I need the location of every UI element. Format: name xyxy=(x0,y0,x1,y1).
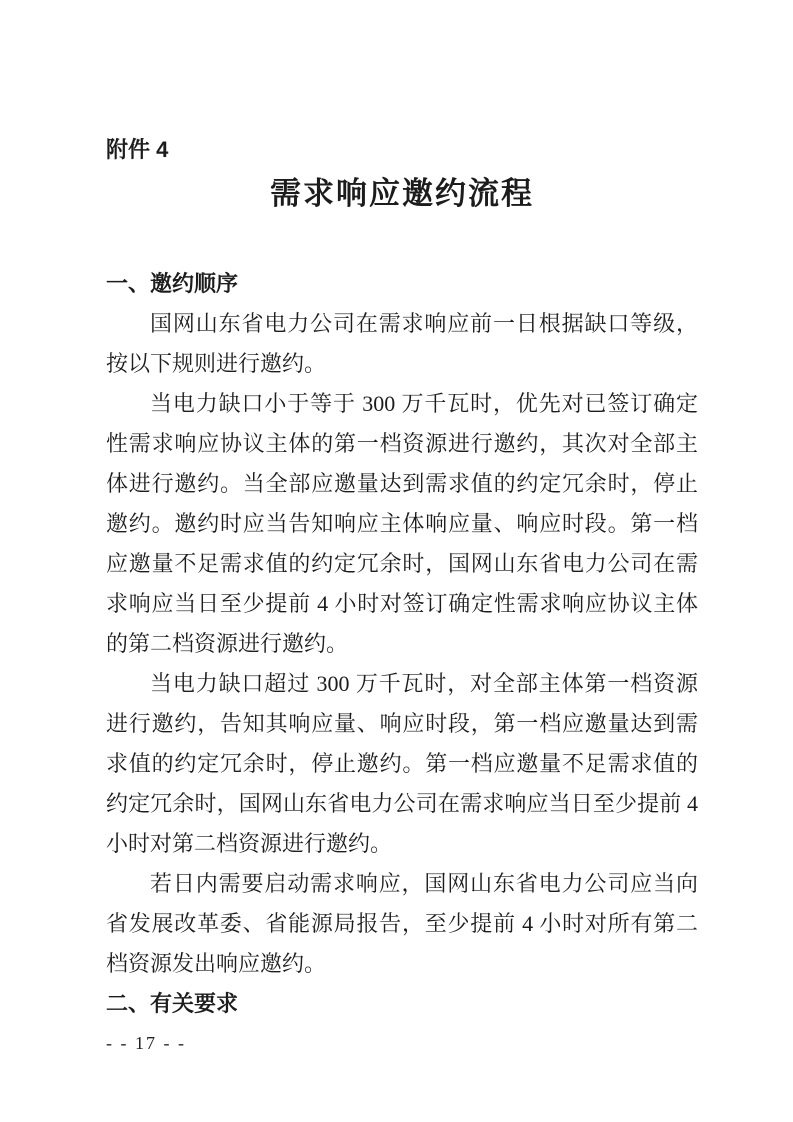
attachment-label: 附件 4 xyxy=(106,137,169,162)
paragraph-gap-over-300: 当电力缺口超过 300 万千瓦时，对全部主体第一档资源进行邀约，告知其响应量、响应时段，第一档应邀量达到需求值的约定冗余时，停止邀约。第一档应邀量不足需求值的约定冗余时，国网山东省电力公司在需求响应当日至少提前 4 小时对第二档资源进行邀约。 xyxy=(106,671,698,856)
paragraph-intraday-response: 若日内需要启动需求响应，国网山东省电力公司应当向省发展改革委、省能源局报告，至少提前 4 小时对所有第二档资源发出响应邀约。 xyxy=(106,871,698,976)
section-2-heading: 二、有关要求 xyxy=(106,991,239,1016)
paragraph-gap-under-300: 当电力缺口小于等于 300 万千瓦时，优先对已签订确定性需求响应协议主体的第一档资源进行邀约，其次对全部主体进行邀约。当全部应邀量达到需求值的约定冗余时，停止邀约。邀约时应当告知响应主体响应量、响应时段。第一档应邀量不足需求值的约定冗余时，国网山东省电力公司在需求响应当日至少提前 4 小时对签订确定性需求响应协议主体的第二档资源进行邀约。 xyxy=(106,391,698,656)
document-title: 需求响应邀约流程 xyxy=(270,176,534,211)
section-1-heading: 一、邀约顺序 xyxy=(106,271,239,296)
paragraph-invitation-intro: 国网山东省电力公司在需求响应前一日根据缺口等级，按以下规则进行邀约。 xyxy=(106,311,698,376)
page-number: - - 17 - - xyxy=(106,1033,186,1053)
